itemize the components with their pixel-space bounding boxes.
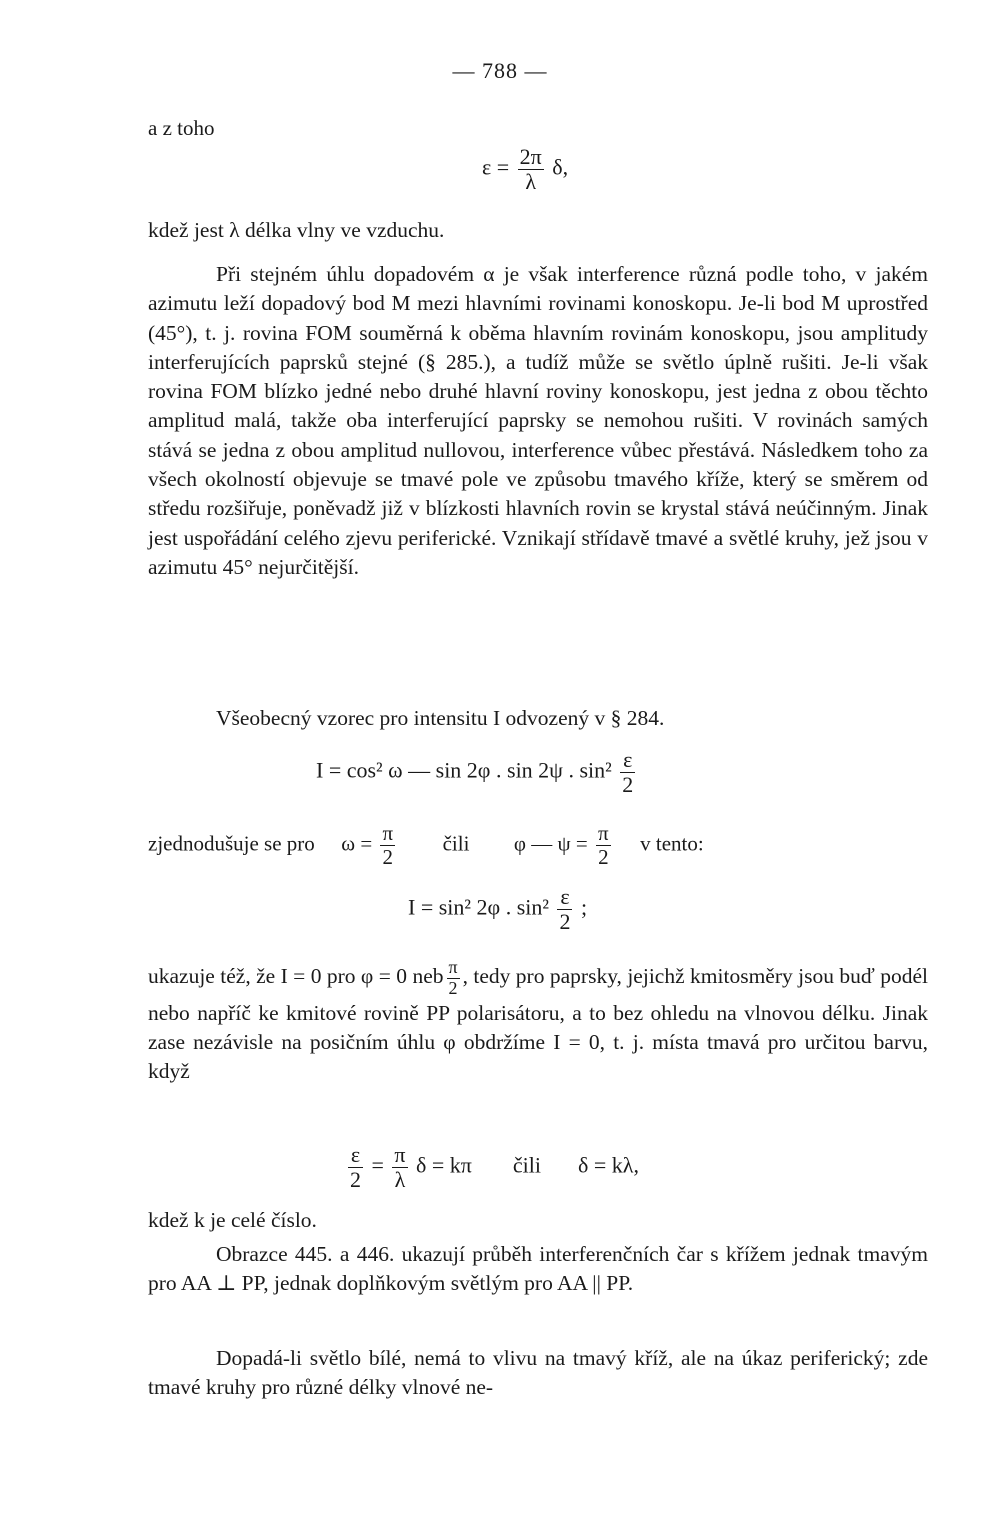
eq4-fraction1 <box>348 1143 363 1192</box>
simplification-line <box>148 822 704 869</box>
simplify-mid: čili <box>442 831 470 856</box>
eq1-fraction <box>518 145 544 194</box>
eq3-numerator: ε <box>557 885 572 910</box>
p3-fraction <box>447 958 460 999</box>
eq3-fraction <box>557 885 572 934</box>
eq1-lhs: ε = <box>482 154 510 180</box>
equation-intensity-general <box>316 748 638 797</box>
paragraph-where-lambda: kdež jest λ délka vlny ve vzduchu. <box>148 218 445 242</box>
simplify-text2: v tento: <box>640 831 704 856</box>
equation-condition <box>345 1143 639 1192</box>
eq3-lhs: I = sin² 2φ . sin² <box>408 894 549 920</box>
simplify-den2: 2 <box>598 845 609 870</box>
simplify-num1: π <box>382 821 394 845</box>
eq2-fraction <box>620 748 635 797</box>
paragraph-figures: Obrazce 445. a 446. ukazují průběh interferenčních čar s křížem jednak tmavým pro AA ⊥ PP, jednak doplňkovým světlým pro AA || PP. <box>148 1242 928 1296</box>
eq4-num1: ε <box>348 1143 363 1168</box>
eq4-num2: π <box>394 1142 406 1167</box>
paragraph-white-light: Dopadá-li světlo bílé, nemá to vlivu na tmavý kříž, ale na úkaz periferický; zde tmavé kruhy pro různé délky vlnové ne- <box>148 1346 928 1400</box>
p3-part-b: , tedy pro paprsky, jejichž kmitosměry jsou buď podél nebo napříč ke kmitové rovině PP polarisátoru, a to bez ohledu na vlnovou délku. Jinak zase nezávisle na posičním úhlu φ obdržíme I = 0, t. j. místa tmavá pro určitou barvu, když <box>148 964 928 1084</box>
paragraph-general-formula: Všeobecný vzorec pro intensitu I odvozený v § 284. <box>216 706 665 730</box>
eq3-rhs: ; <box>580 894 588 920</box>
simplify-num2: π <box>598 821 609 845</box>
eq4-den1: 2 <box>350 1167 361 1193</box>
simplify-fraction2 <box>596 822 611 869</box>
p3-denominator: 2 <box>448 977 458 998</box>
eq4-rhs2: δ = kλ, <box>578 1152 639 1178</box>
eq4-fraction2 <box>392 1143 407 1192</box>
paragraph-interference: Při stejném úhlu dopadovém α je však interference různá podle toho, v jakém azimutu leží dopadový bod M mezi hlavními rovinami konoskopu. Je-li bod M uprostřed (45°), t. j. rovina FOM souměrná k oběma hlavním rovinám konoskopu, jsou amplitudy interferujících paprsků stejné (§ 285.), a tudíž může se světlo úplně rušiti. Je-li však rovina FOM blízko jedné nebo druhé hlavní roviny konoskopu, jest jedna z obou těchto amplitud malá, takže oba interferující paprsky se nemohou rušiti. V rovinách samých stává se jedna z obou amplitud nullovou, interference vůbec přestává. Následkem toho za všech okolností objevuje se tmavé pole ve způsobu tmavého kříže, který se směrem od středu rozšiřuje, poněvadž již v blízkosti hlavních rovin se krystal stává neúčinným. Jinak jest uspořádání celého zjevu periferické. Vznikají střídavě tmavé a světlé kruhy, jež jsou v azimutu 45° nejurčitější. <box>148 262 928 579</box>
eq1-numerator: 2π <box>519 144 542 169</box>
simplify-fraction1 <box>380 822 395 869</box>
equation-epsilon <box>482 145 568 194</box>
equation-intensity-simplified <box>408 885 587 934</box>
simplify-den1: 2 <box>382 845 394 870</box>
eq4-rhs: δ = kπ <box>416 1152 472 1178</box>
intro-text: a z toho <box>148 116 215 140</box>
eq2-numerator: ε <box>620 748 635 773</box>
p3-numerator: π <box>448 957 458 977</box>
paragraph-zero-intensity <box>148 958 928 1086</box>
eq1-rhs: δ, <box>552 154 569 180</box>
simplify-lhs2: φ — ψ = <box>513 831 588 856</box>
simplify-text1: zjednodušuje se pro <box>148 831 315 856</box>
eq2-denominator: 2 <box>622 772 634 798</box>
eq1-denominator: λ <box>525 169 537 195</box>
eq2-lhs: I = cos² ω — sin 2φ . sin 2ψ . sin² <box>316 757 612 783</box>
eq4-equals: = <box>371 1152 384 1178</box>
paragraph-where-k: kdež k je celé číslo. <box>148 1208 317 1232</box>
eq4-den2: λ <box>394 1167 406 1193</box>
simplify-lhs1: ω = <box>341 831 373 856</box>
p3-part-a: ukazuje též, že I = 0 pro φ = 0 neb <box>148 964 444 989</box>
page-number: — 788 — <box>452 58 548 83</box>
eq3-denominator: 2 <box>559 909 571 935</box>
eq4-mid: čili <box>512 1152 542 1178</box>
